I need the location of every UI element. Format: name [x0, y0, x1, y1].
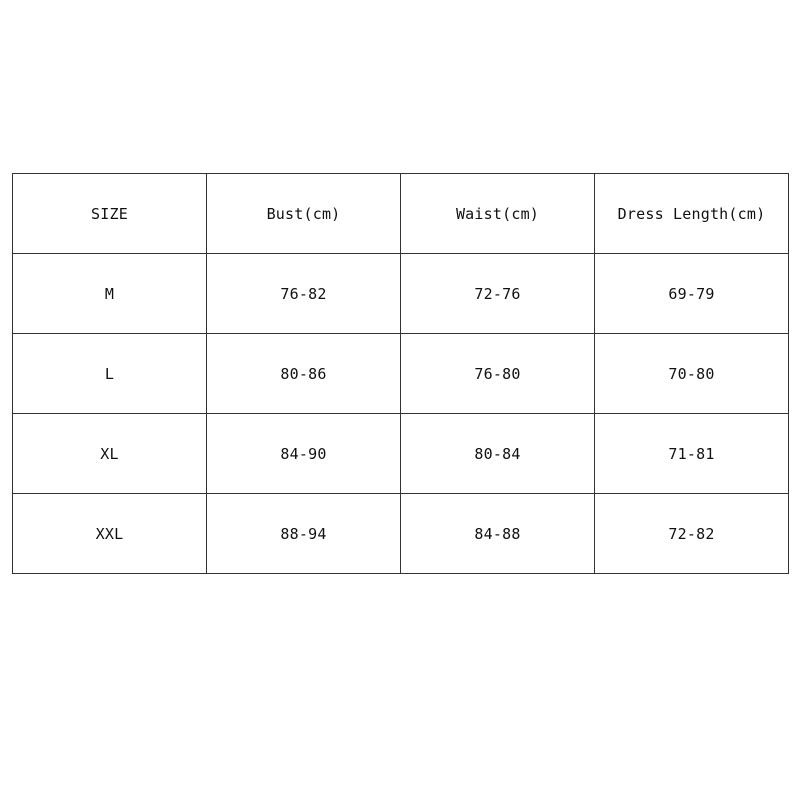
cell-bust: 84-90: [207, 414, 401, 494]
cell-size: L: [13, 334, 207, 414]
cell-size: M: [13, 254, 207, 334]
header-waist: Waist(cm): [401, 174, 595, 254]
cell-bust: 76-82: [207, 254, 401, 334]
cell-dress-length: 72-82: [595, 494, 789, 574]
cell-size: XXL: [13, 494, 207, 574]
cell-waist: 84-88: [401, 494, 595, 574]
size-chart-table: [12, 173, 789, 574]
header-size: SIZE: [13, 174, 207, 254]
cell-dress-length: 69-79: [595, 254, 789, 334]
cell-bust: 88-94: [207, 494, 401, 574]
cell-waist: 72-76: [401, 254, 595, 334]
cell-bust: 80-86: [207, 334, 401, 414]
table-row: [13, 334, 789, 414]
header-bust: Bust(cm): [207, 174, 401, 254]
table-row: [13, 494, 789, 574]
header-dress-length: Dress Length(cm): [595, 174, 789, 254]
cell-waist: 76-80: [401, 334, 595, 414]
cell-size: XL: [13, 414, 207, 494]
cell-dress-length: 70-80: [595, 334, 789, 414]
table-row: [13, 254, 789, 334]
cell-dress-length: 71-81: [595, 414, 789, 494]
table-header-row: [13, 174, 789, 254]
table-row: [13, 414, 789, 494]
cell-waist: 80-84: [401, 414, 595, 494]
